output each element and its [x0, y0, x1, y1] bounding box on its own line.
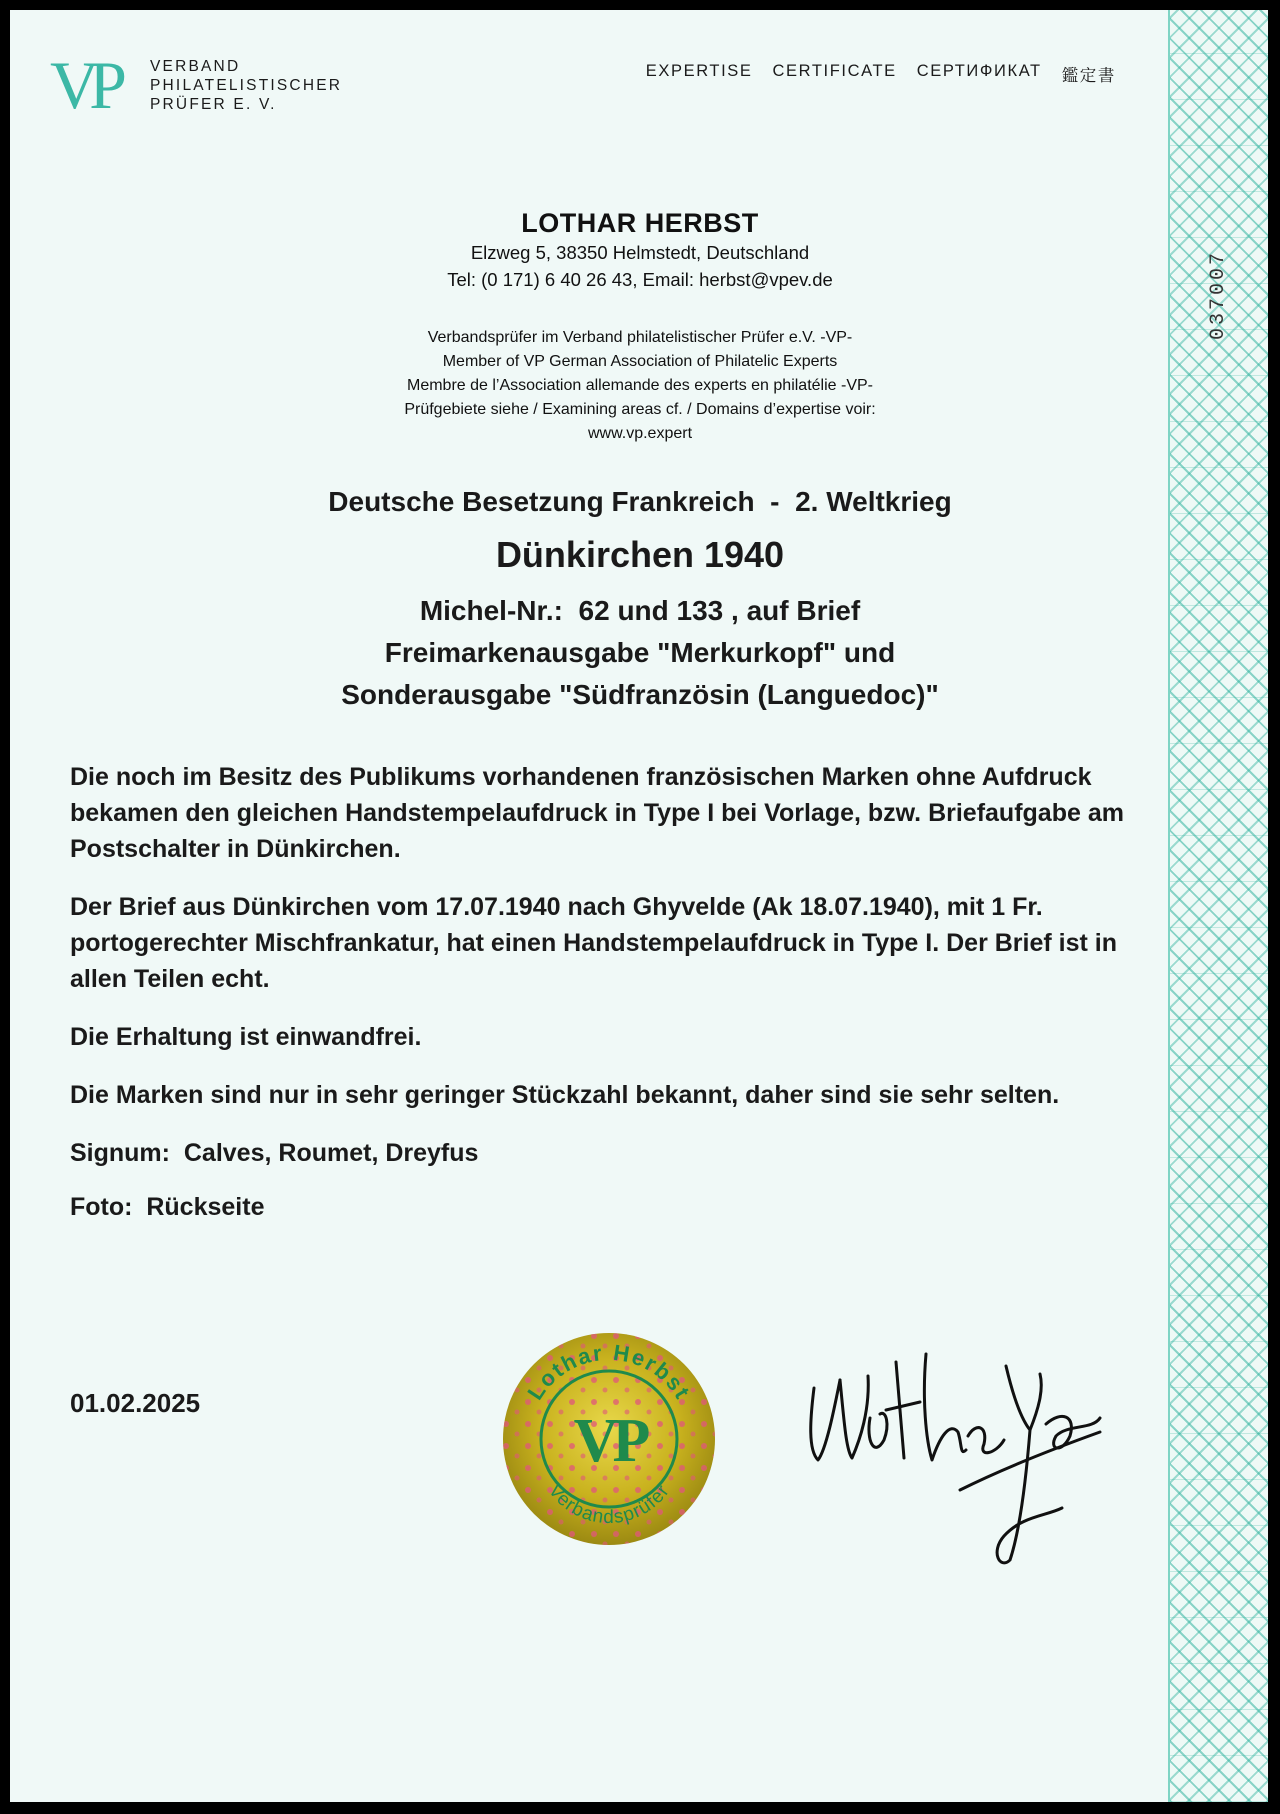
expert-contact: Tel: (0 171) 6 40 26 43, Email: herbst@vpev.de — [447, 269, 833, 290]
membership-line: Verbandsprüfer im Verband philatelistischer Prüfer e.V. -VP- — [427, 329, 853, 346]
catalog-block — [10, 590, 1268, 716]
membership-block — [10, 326, 1268, 446]
signum-line: Signum: Calves, Roumet, Dreyfus — [70, 1139, 479, 1167]
label-certificate-ru: СЕРТИФИКАТ — [916, 62, 1042, 80]
serial-number: 037007 — [1207, 250, 1230, 341]
body-paragraph: Die Marken sind nur in sehr geringer Stückzahl bekannt, daher sind sie sehr selten. — [70, 1081, 1060, 1109]
label-certificate: CERTIFICATE — [772, 62, 897, 80]
label-certificate-ja: 鑑定書 — [1061, 67, 1116, 85]
body-paragraph: Die Erhaltung ist einwandfrei. — [70, 1023, 422, 1051]
hologram-seal — [500, 1330, 718, 1548]
vp-logo — [50, 47, 343, 123]
catalog-line: Michel-Nr.: 62 und 133 , auf Brief — [419, 595, 861, 626]
logo-text — [150, 57, 342, 114]
logo-line: PHILATELISTISCHER — [150, 76, 343, 94]
logo-line: VERBAND — [150, 57, 241, 75]
expert-address: Elzweg 5, 38350 Helmstedt, Deutschland — [470, 242, 810, 263]
foto-line: Foto: Rückseite — [70, 1193, 265, 1221]
membership-line: Membre de l’Association allemande des experts en philatélie -VP- — [406, 377, 873, 394]
membership-website: www.vp.expert — [587, 425, 693, 442]
subject-heading: Deutsche Besetzung Frankreich - 2. Weltkrieg — [328, 486, 952, 517]
body-paragraph: Der Brief aus Dünkirchen vom 17.07.1940 nach Ghyvelde (Ak 18.07.1940), mit 1 Fr. portogerechter Mischfrankatur, hat einen Handstempelaufdruck in Type I. Der Brief ist in allen Teilen echt. — [70, 893, 1117, 993]
certificate-sheet — [10, 10, 1268, 1802]
certificate-titles — [10, 486, 1268, 716]
seal-center-mark: VP — [573, 1407, 645, 1475]
catalog-line: Freimarkenausgabe "Merkurkopf" und — [384, 637, 896, 668]
label-expertise: EXPERTISE — [645, 62, 753, 80]
expert-address-block — [10, 208, 1268, 293]
logo-mark: VP — [50, 47, 117, 123]
certificate-body — [70, 759, 1150, 1247]
membership-line: Member of VP German Association of Philatelic Experts — [442, 353, 838, 370]
membership-line: Prüfgebiete siehe / Examining areas cf. / Domains d’expertise voir: — [404, 401, 876, 418]
catalog-line: Sonderausgabe "Südfranzösin (Languedoc)" — [341, 679, 939, 710]
main-title: Dünkirchen 1940 — [495, 534, 785, 575]
certificate-type-labels — [646, 62, 1116, 86]
expert-name: LOTHAR HERBST — [521, 208, 759, 238]
body-paragraph: Die noch im Besitz des Publikums vorhandenen französischen Marken ohne Aufdruck bekamen den gleichen Handstempelaufdruck in Type I bei Vorlage, bzw. Briefaufgabe am Postschalter in Dünkirchen. — [70, 763, 1124, 863]
seal-ring-bottom: Verbandsprüfer — [543, 1480, 675, 1529]
logo-line: PRÜFER E. V. — [150, 95, 277, 113]
certificate-date: 01.02.2025 — [70, 1388, 201, 1418]
seal-ring-top: Lothar Herbst — [522, 1339, 696, 1405]
expert-signature — [800, 1340, 1110, 1580]
